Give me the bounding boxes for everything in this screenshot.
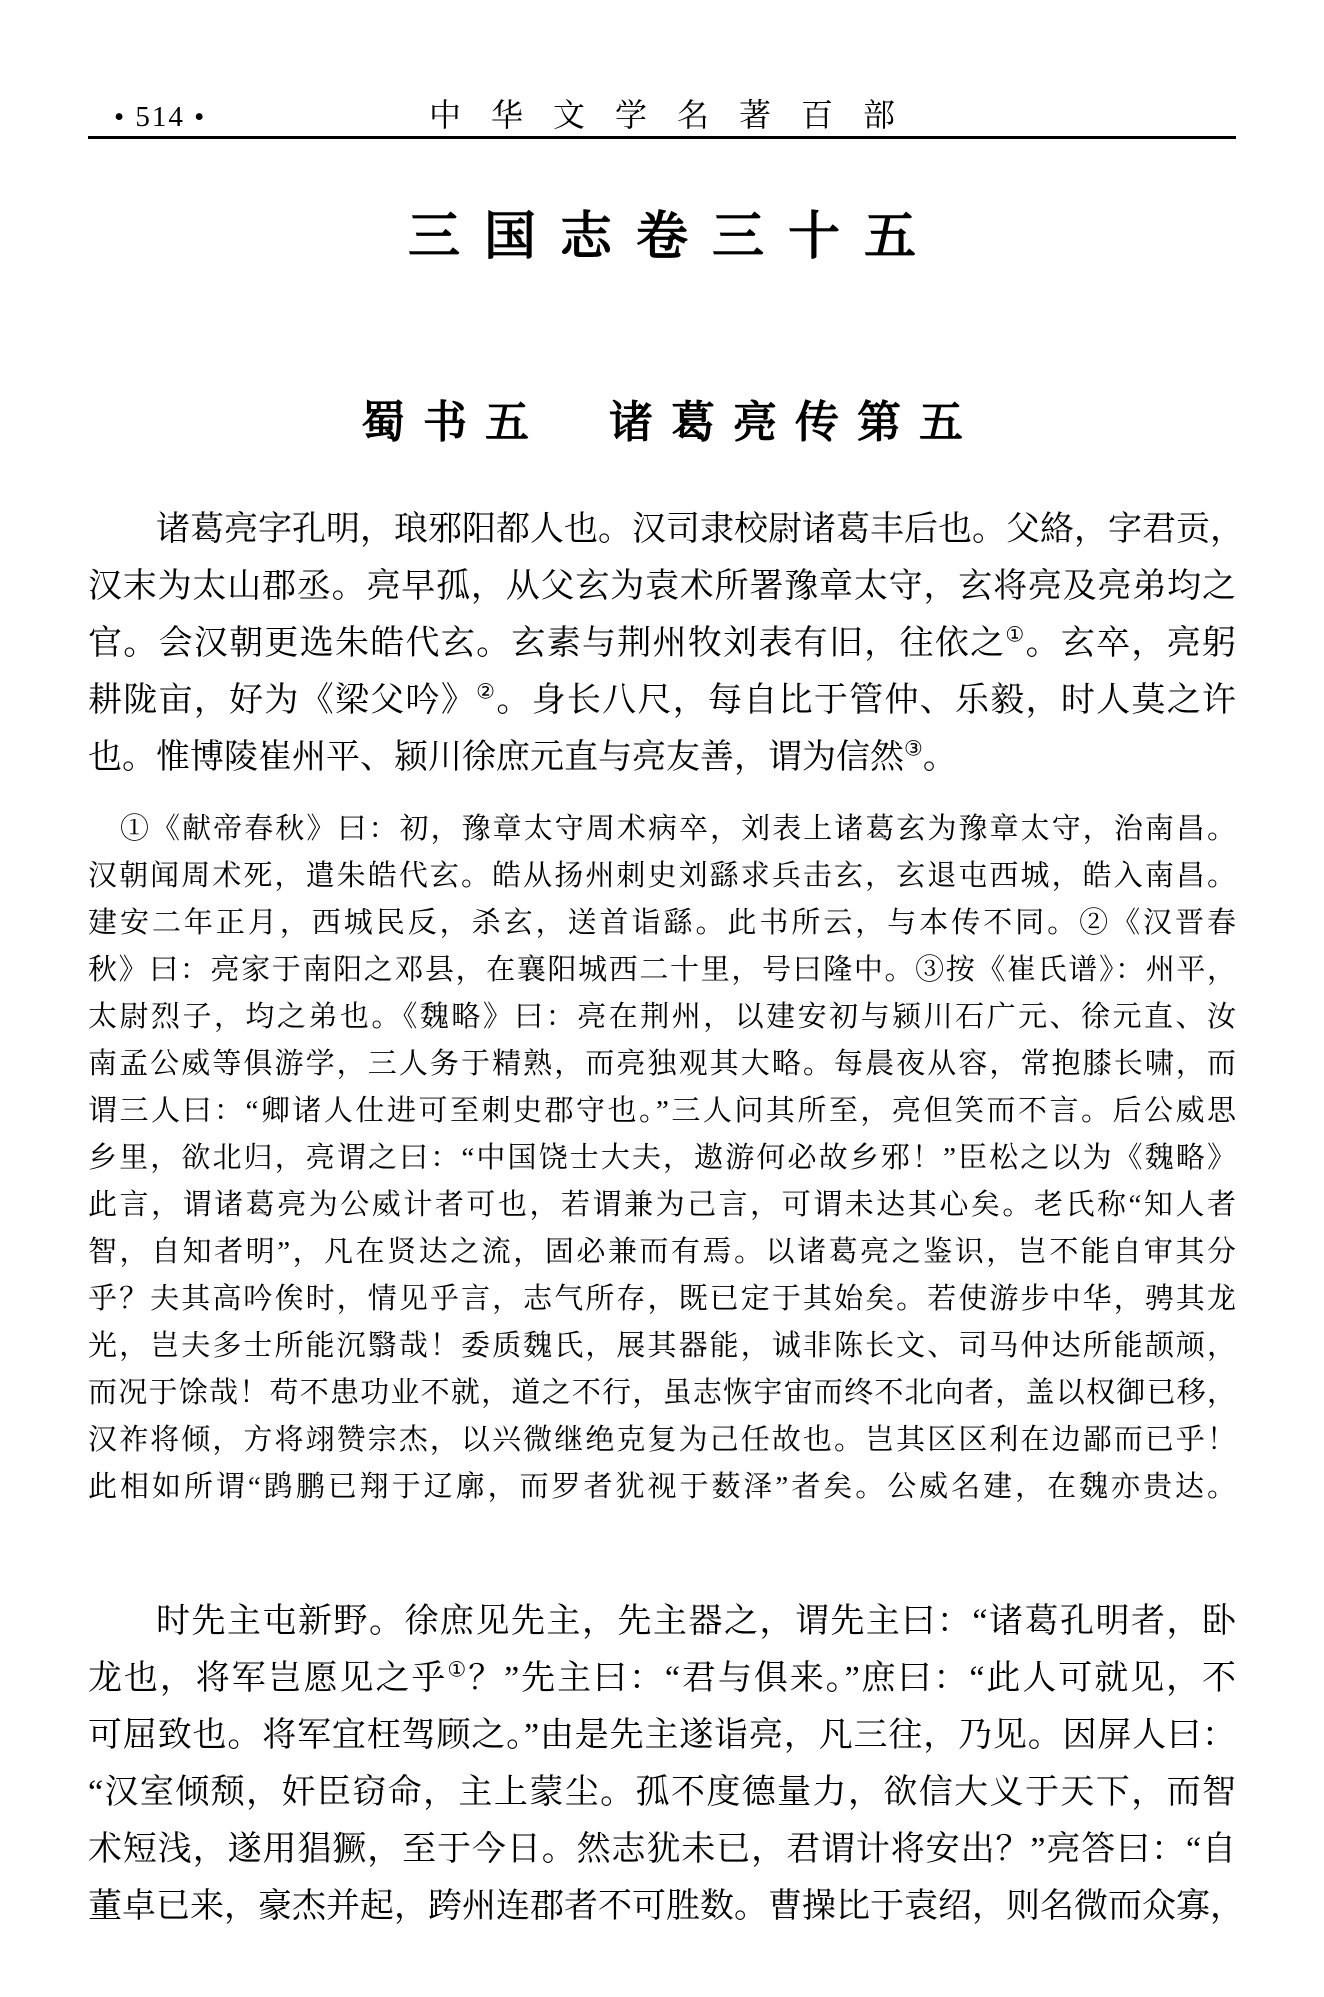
commentary-line: 而况于馀哉！苟不患功业不就，道之不行，虽志恢宇宙而终不北向者，盖以权御已移， — [88, 1377, 1236, 1409]
text-line: “汉室倾颓，奸臣窃命，主上蒙尘。孤不度德量力，欲信大义于天下，而智 — [88, 1774, 1236, 1811]
commentary-block — [88, 806, 1236, 1511]
commentary-line: 汉祚将倾，方将翊赞宗杰，以兴微继绝克复为己任故也。岂其区区利在边鄙而已乎！ — [88, 1424, 1236, 1456]
commentary-line: 乎？夫其高吟俟时，情见乎言，志气所存，既已定于其始矣。若使游步中华，骋其龙 — [88, 1283, 1236, 1315]
commentary-line: 乡里，欲北归，亮谓之曰：“中国饶士大夫，遨游何必故乡邪！”臣松之以为《魏略》 — [88, 1142, 1236, 1174]
text-line: 时先主屯新野。徐庶见先主，先主器之，谓先主曰：“诸葛孔明者，卧 — [156, 1603, 1236, 1640]
text-line: 可屈致也。将军宜枉驾顾之。”由是先主遂诣亮，凡三往，乃见。因屏人曰： — [88, 1717, 1236, 1754]
commentary-line: 此言，谓诸葛亮为公威计者可也，若谓兼为己言，可谓未达其心矣。老氏称“知人者 — [88, 1189, 1236, 1221]
text-line: 也。惟博陵崔州平、颍川徐庶元直与亮友善，谓为信然③。 — [88, 736, 957, 776]
commentary-line: 太尉烈子，均之弟也。《魏略》曰：亮在荆州，以建安初与颍川石广元、徐元直、汝 — [88, 1001, 1236, 1033]
text-line: 耕陇亩，好为《梁父吟》②。身长八尺，每自比于管仲、乐毅，时人莫之许 — [88, 679, 1237, 719]
commentary-line: 光，岂夫多士所能沉翳哉！委质魏氏，展其器能，诚非陈长文、司马仲达所能颉颃， — [88, 1330, 1236, 1362]
commentary-line: 此相如所谓“鹍鹏已翔于辽廓，而罗者犹视于薮泽”者矣。公威名建，在魏亦贵达。 — [88, 1471, 1236, 1503]
series-title: 中华文学名著百部 — [428, 97, 925, 133]
commentary-line: 智，自知者明”，凡在贤达之流，固必兼而有焉。以诸葛亮之鉴识，岂不能自审其分 — [88, 1236, 1236, 1268]
text-line: 董卓已来，豪杰并起，跨州连郡者不可胜数。曹操比于袁绍，则名微而众寡， — [88, 1888, 1244, 1925]
commentary-line: 建安二年正月，西城民反，杀玄，送首诣繇。此书所云，与本传不同。②《汉晋春 — [88, 907, 1236, 939]
body-paragraph-2 — [88, 1593, 1244, 1935]
text-line: 官。会汉朝更选朱皓代玄。玄素与荆州牧刘表有旧，往依之①。玄卒，亮躬 — [88, 622, 1236, 662]
page-number: • 514 • — [114, 101, 207, 133]
text-line: 龙也，将军岂愿见之乎①？”先主曰：“君与俱来。”庶曰：“此人可就见，不 — [88, 1657, 1237, 1697]
text-line: 术短浅，遂用猖獗，至于今日。然志犹未已，君谓计将安出？”亮答曰：“自 — [88, 1831, 1236, 1868]
body-paragraph-1 — [88, 501, 1244, 786]
page-header — [88, 90, 1236, 133]
header-rule — [88, 136, 1236, 139]
chapter-title: 蜀书五 诸葛亮传第五 — [361, 398, 981, 447]
volume-title: 三国志卷三十五 — [407, 208, 940, 266]
text-line: 诸葛亮字孔明，琅邪阳都人也。汉司隶校尉诸葛丰后也。父絡，字君贡， — [156, 511, 1244, 548]
commentary-line: 汉朝闻周术死，遣朱皓代玄。皓从扬州刺史刘繇求兵击玄，玄退屯西城，皓入南昌。 — [88, 860, 1236, 892]
text-line: 汉末为太山郡丞。亮早孤，从父玄为袁术所署豫章太守，玄将亮及亮弟均之 — [88, 568, 1236, 605]
commentary-line: ①《献帝春秋》曰：初，豫章太守周术病卒，刘表上诸葛玄为豫章太守，治南昌。 — [120, 813, 1236, 845]
commentary-line: 秋》曰：亮家于南阳之邓县，在襄阳城西二十里，号曰隆中。③按《崔氏谱》：州平， — [88, 954, 1236, 986]
commentary-line: 谓三人曰：“卿诸人仕进可至刺史郡守也。”三人问其所至，亮但笑而不言。后公威思 — [88, 1095, 1236, 1127]
commentary-line: 南孟公威等俱游学，三人务于精熟，而亮独观其大略。每晨夜从容，常抱膝长啸，而 — [88, 1048, 1236, 1080]
